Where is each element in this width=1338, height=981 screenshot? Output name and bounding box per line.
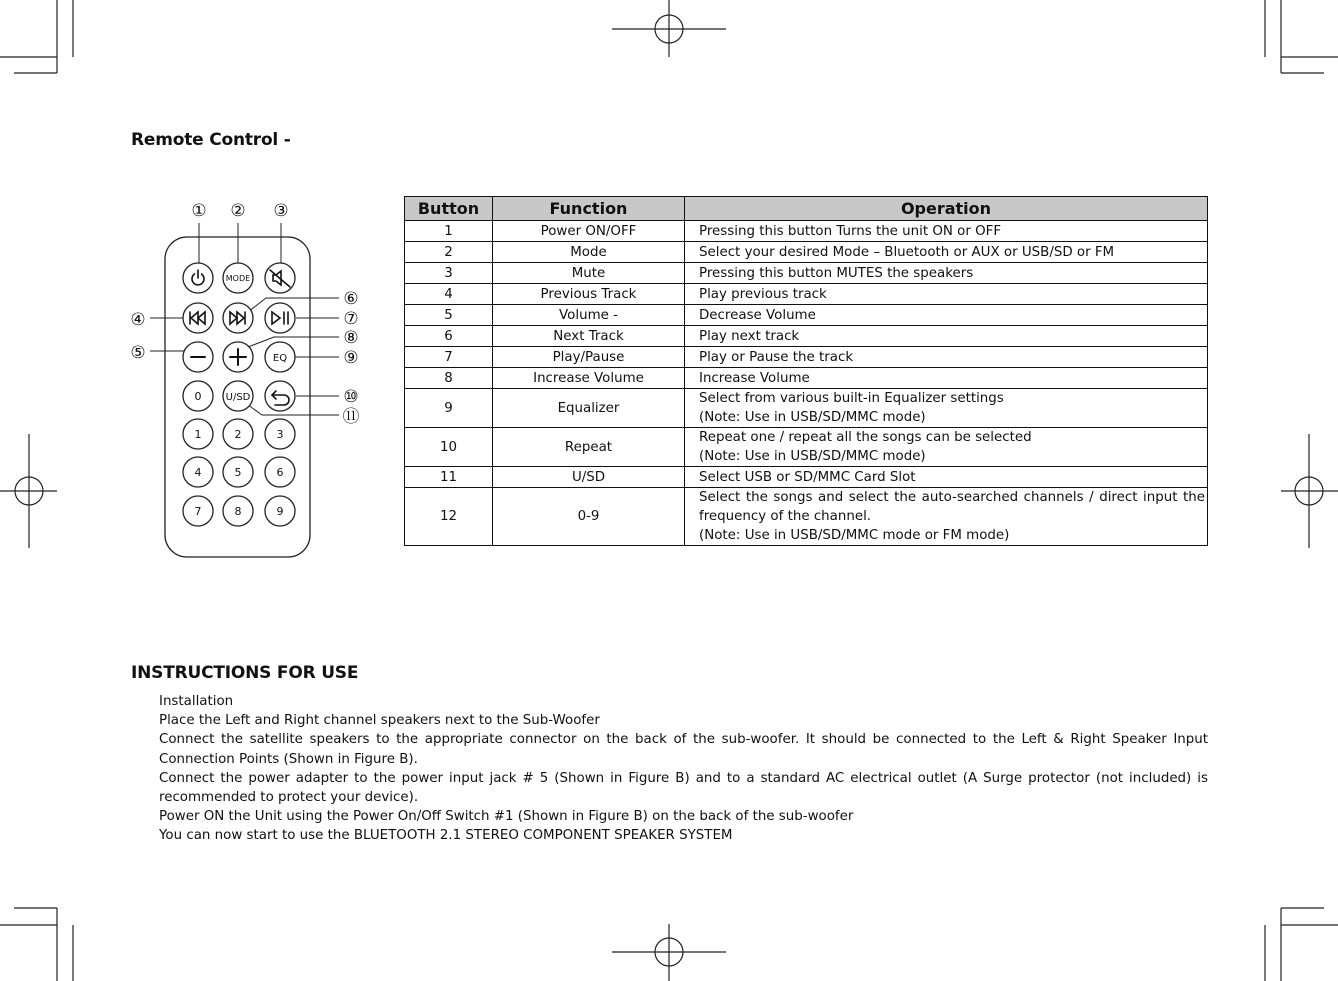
operation-line: Select your desired Mode – Bluetooth or AUX or USB/SD or FM [699,244,1115,260]
digit-label: 0 [194,390,202,403]
table-row [405,347,1208,368]
table-body [405,221,1208,546]
cell-operation [685,326,1208,347]
digit-label: 5 [234,466,242,479]
cell-function: Mute [493,263,685,284]
table-row [405,221,1208,242]
table-row [405,284,1208,305]
column-header-button: Button [405,197,493,221]
usd-button-label: U/SD [225,392,251,403]
cell-operation [685,488,1208,546]
mode-button-label: MODE [225,274,251,283]
callout-4: ④ [130,310,146,330]
cell-button-number: 8 [405,368,493,389]
table-row [405,368,1208,389]
table-row [405,389,1208,428]
cell-function: 0-9 [493,488,685,546]
instructions-heading: INSTRUCTIONS FOR USE [131,663,359,683]
cell-function: Next Track [493,326,685,347]
table-row [405,428,1208,467]
cell-operation [685,428,1208,467]
cell-button-number: 10 [405,428,493,467]
digit-label: 8 [234,505,242,518]
operation-line: Increase Volume [699,370,810,386]
cell-operation [685,467,1208,488]
cell-function: Equalizer [493,389,685,428]
operation-line: Play or Pause the track [699,349,854,365]
operation-line: Pressing this button Turns the unit ON or OFF [699,223,1002,239]
eq-button-label: EQ [272,353,288,364]
cell-operation [685,347,1208,368]
column-header-operation: Operation [685,197,1208,221]
callout-9: ⑨ [343,348,359,368]
cell-button-number: 7 [405,347,493,368]
callout-3: ③ [273,201,289,221]
digit-label: 3 [276,428,284,441]
digit-label: 6 [276,466,284,479]
cell-function: U/SD [493,467,685,488]
operation-line: Decrease Volume [699,307,816,323]
operation-line: Play next track [699,328,800,344]
callout-10: ⑩ [343,387,359,407]
cell-button-number: 4 [405,284,493,305]
cell-button-number: 5 [405,305,493,326]
table-row [405,326,1208,347]
instruction-paragraph: Connect the satellite speakers to the appropriate connector on the back of the sub-woofer. It should be connected to the Left & Right Speaker Input Connection Points (Shown in Figure B). [159,732,1208,767]
operation-line: (Note: Use in USB/SD/MMC mode or FM mode) [699,528,1010,543]
instructions-subheading: Installation [159,694,234,709]
instruction-paragraph: Power ON the Unit using the Power On/Off Switch #1 (Shown in Figure B) on the back of the sub-woofer [159,809,854,825]
digit-label: 7 [194,505,202,518]
cell-function: Play/Pause [493,347,685,368]
callout-5: ⑤ [130,343,146,363]
table-row [405,488,1208,546]
instruction-paragraph: Connect the power adapter to the power input jack # 5 (Shown in Figure B) and to a standard AC electrical outlet (A Surge protector (not included) is recommended to protect your device). [159,770,1208,806]
cell-operation [685,389,1208,428]
table-row [405,467,1208,488]
cell-button-number: 12 [405,488,493,546]
callout-8: ⑧ [343,328,359,348]
operation-line: (Note: Use in USB/SD/MMC mode) [699,449,926,464]
cell-operation [685,221,1208,242]
callout-2: ② [230,201,246,221]
cell-button-number: 9 [405,389,493,428]
digit-label: 1 [194,428,202,441]
operation-line: Pressing this button MUTES the speakers [699,265,974,281]
callout-1: ① [191,201,207,221]
cell-button-number: 1 [405,221,493,242]
operation-line: Select the songs and select the auto-searched channels / direct input the frequency of the channel. [699,490,1205,524]
button-function-table [404,196,1208,546]
remote-control-illustration [120,195,370,565]
cell-operation [685,305,1208,326]
cell-operation [685,263,1208,284]
table-row [405,263,1208,284]
operation-line: (Note: Use in USB/SD/MMC mode) [699,410,926,425]
operation-line: Select from various built-in Equalizer settings [699,391,1004,406]
cell-function: Volume - [493,305,685,326]
cell-operation [685,368,1208,389]
cell-button-number: 2 [405,242,493,263]
operation-line: Repeat one / repeat all the songs can be selected [699,430,1032,445]
operation-line: Play previous track [699,286,827,302]
cell-operation [685,284,1208,305]
instructions-body [159,692,1208,846]
cell-function: Mode [493,242,685,263]
instruction-paragraph: Place the Left and Right channel speakers next to the Sub-Woofer [159,713,600,729]
table-row [405,305,1208,326]
callout-6: ⑥ [343,289,359,309]
digit-label: 4 [194,466,202,479]
callout-7: ⑦ [343,309,359,329]
instruction-paragraph: You can now start to use the BLUETOOTH 2.1 STEREO COMPONENT SPEAKER SYSTEM [159,828,733,844]
digit-label: 2 [234,428,242,441]
cell-button-number: 3 [405,263,493,284]
cell-operation [685,242,1208,263]
cell-function: Increase Volume [493,368,685,389]
table-row [405,242,1208,263]
cell-button-number: 11 [405,467,493,488]
cell-button-number: 6 [405,326,493,347]
callout-11: ⑪ [342,407,360,427]
cell-function: Repeat [493,428,685,467]
column-header-function: Function [493,197,685,221]
cell-function: Power ON/OFF [493,221,685,242]
cell-function: Previous Track [493,284,685,305]
remote-control-heading: Remote Control - [131,130,291,150]
repeat-button[interactable] [265,381,295,411]
digit-label: 9 [276,505,284,518]
operation-line: Select USB or SD/MMC Card Slot [699,469,916,485]
